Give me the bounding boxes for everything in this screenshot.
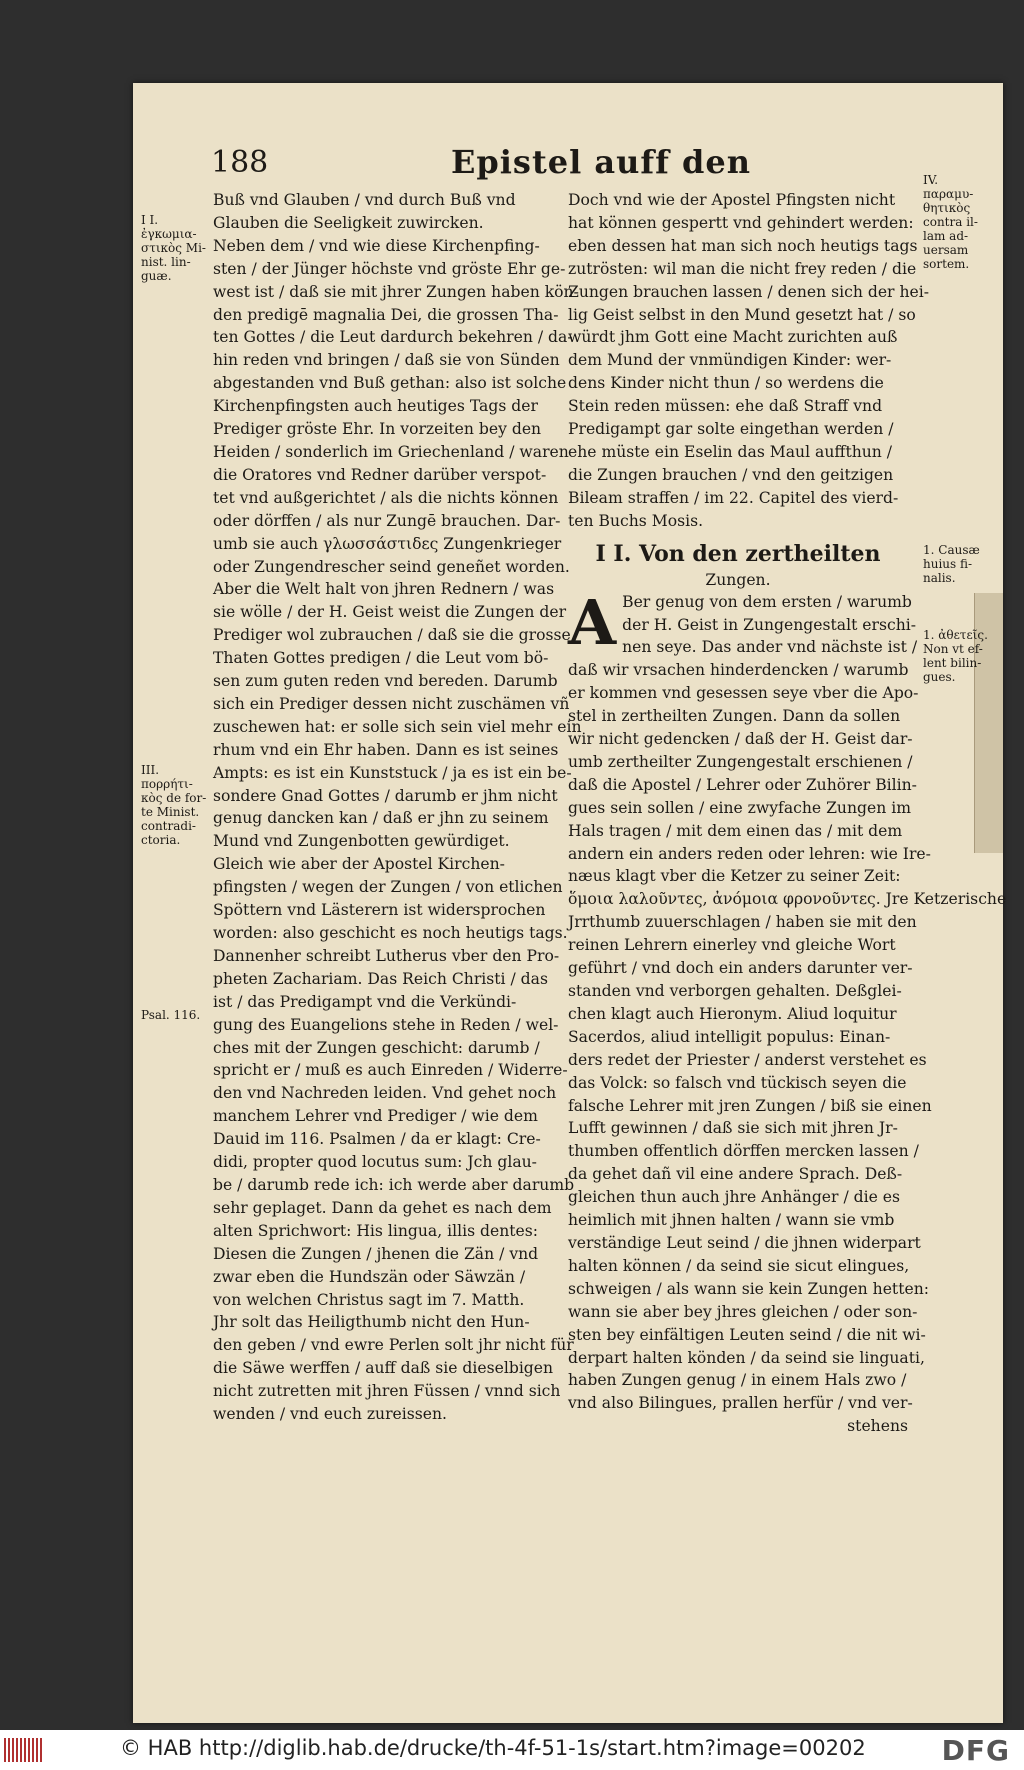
text-line: west ist / daß sie mit jhrer Zungen haben kön- (213, 282, 579, 301)
text-line: næus klagt vber die Ketzer zu seiner Zeit: (568, 867, 901, 886)
text-line: dem Mund der vnmündigen Kinder: wer- (568, 351, 892, 370)
margin-note-line: lent bilin- (923, 656, 982, 670)
text-line: oder Zungendrescher seind geneñet worden. (213, 557, 570, 576)
right-margin-note-2 (923, 543, 995, 585)
text-line: be / darumb rede ich: ich werde aber darumb (213, 1175, 575, 1194)
text-line: ten Gottes / die Leut dardurch bekehren / da- (213, 328, 573, 347)
text-line: umb zertheilter Zungengestalt erschienen / (568, 752, 913, 771)
text-line: spricht er / muß es auch Einreden / Widerre- (213, 1061, 568, 1080)
text-line: die Oratores vnd Redner darüber verspot- (213, 465, 547, 484)
page-number: 188 (211, 145, 269, 180)
margin-note-line: sortem. (923, 257, 970, 271)
margin-note-line: θητικὸς (923, 201, 971, 215)
left-margin-note-1 (141, 213, 209, 283)
text-line: Ber genug von dem ersten / warumb (622, 592, 912, 611)
text-line: Zungen brauchen lassen / denen sich der hei- (568, 282, 929, 301)
text-line: standen vnd verborgen gehalten. Deßglei- (568, 982, 902, 1000)
text-line: daß wir vrsachen hinderdencken / warumb (568, 661, 909, 680)
text-line: Heiden / sonderlich im Griechenland / waren (213, 442, 569, 461)
margin-note-line: 1. ἀθετεῖς. (923, 628, 988, 642)
left-margin-note-3 (141, 1008, 209, 1022)
text-line: ten Buchs Mosis. (568, 511, 704, 530)
text-line: pfingsten / wegen der Zungen / von etlichen (213, 878, 563, 897)
text-line: dens Kinder nicht thun / so werdens die (568, 374, 884, 393)
text-line: heimlich mit jhnen halten / wann sie vmb (568, 1211, 895, 1230)
text-line: die Säwe werffen / auff daß sie dieselbigen (213, 1359, 554, 1378)
text-line: das Volck: so falsch vnd tückisch seyen die (568, 1073, 907, 1092)
margin-note-line: contradi- (141, 819, 196, 833)
text-line: Dauid im 116. Psalmen / da er klagt: Cre- (213, 1130, 541, 1149)
margin-note-line: ctoria. (141, 833, 181, 847)
text-line: Buß vnd Glauben / vnd durch Buß vnd (213, 191, 516, 209)
text-line: Glauben die Seeligkeit zuwircken. (213, 213, 484, 232)
text-line: zuschewen hat: er solle sich sein viel mehr ein (213, 717, 582, 736)
text-line: thumben offentlich dörffen mercken lassen / (568, 1142, 919, 1161)
text-line: reinen Lehrern einerley vnd gleiche Wort (568, 936, 896, 955)
text-line: chen klagt auch Hieronym. Aliud loquitur (568, 1004, 897, 1023)
text-line: sich ein Prediger dessen nicht zuschämen vñ (213, 694, 570, 713)
text-line: eben dessen hat man sich noch heutigs tags (568, 236, 918, 255)
text-line: didi, propter quod locutus sum: Jch glau- (213, 1153, 537, 1172)
drop-capital: A (568, 585, 617, 659)
text-line: pheten Zachariam. Das Reich Christi / das (213, 969, 548, 988)
margin-note-line: lam ad- (923, 229, 969, 243)
text-line: gung des Euangelions stehe in Reden / wel- (213, 1015, 559, 1034)
text-line: Dannenher schreibt Lutherus vber den Pro- (213, 946, 560, 965)
text-line: ist / das Predigampt vnd die Verkündi- (213, 992, 517, 1011)
text-line: sten / der Jünger höchste vnd gröste Ehr ge- (213, 259, 566, 278)
margin-note-line: contra il- (923, 215, 978, 229)
text-line: Sacerdos, aliud intelligit populus: Einan- (568, 1027, 891, 1046)
text-line: Jrrthumb zuuerschlagen / haben sie mit den (568, 913, 917, 932)
section-title: I I. Von den zertheilten (595, 540, 881, 567)
margin-note-line: nalis. (923, 571, 956, 585)
text-line: lig Geist selbst in den Mund gesetzt hat / so (568, 305, 916, 324)
text-line: sen zum guten reden vnd bereden. Darumb (213, 672, 558, 691)
margin-note-line: huius fi- (923, 557, 973, 571)
text-line: derpart halten könden / da seind sie linguati, (568, 1348, 925, 1367)
section-subtitle: Zungen. (705, 570, 771, 589)
margin-note-line: III. (141, 763, 160, 777)
book-page (133, 83, 1007, 1723)
source-link[interactable]: © HAB http://diglib.hab.de/drucke/th-4f-51-1s/start.htm?image=00202 (120, 1736, 866, 1760)
text-line: tet vnd außgerichtet / als die nichts können (213, 488, 559, 507)
text-line: den predigē magnalia Dei, die grossen Tha- (213, 305, 559, 324)
text-line: daß die Apostel / Lehrer oder Zuhörer Bilin- (568, 775, 917, 794)
page-header (211, 141, 991, 181)
running-head: Epistel auff den (451, 143, 752, 181)
margin-note-line: Psal. 116. (141, 1008, 201, 1022)
text-line: schweigen / als wann sie kein Zungen hetten: (568, 1279, 929, 1298)
margin-note-line: κὸς de for- (141, 791, 207, 805)
text-line: den vnd Nachreden leiden. Vnd gehet noch (213, 1084, 557, 1103)
text-line: er kommen vnd gesessen seye vber die Apo- (568, 684, 919, 703)
catchword: stehens (847, 1417, 908, 1436)
left-column (213, 189, 582, 1426)
text-line: worden: also geschicht es noch heutigs tags. (213, 924, 568, 942)
text-line: umb sie auch γλωσσάστιδες Zungenkrieger (213, 534, 562, 553)
text-line: gues sein sollen / eine zwyfache Zungen im (568, 798, 911, 817)
text-line: wir nicht gedencken / daß der H. Geist dar- (568, 730, 913, 749)
text-line: rhum vnd ein Ehr haben. Dann es ist seines (213, 740, 559, 759)
text-line: die Zungen brauchen / vnd den geitzigen (568, 465, 894, 484)
text-line: nen seye. Das ander vnd nächste ist / (622, 638, 918, 657)
text-line: der H. Geist in Zungengestalt erschi- (622, 615, 917, 634)
text-line: alten Sprichwort: His lingua, illis dentes: (213, 1221, 539, 1240)
text-line: stel in zertheilten Zungen. Dann da sollen (568, 707, 901, 726)
text-line: sehr geplaget. Dann da gehet es nach dem (213, 1198, 552, 1217)
text-line: Ampts: es ist ein Kunststuck / ja es ist ein be- (213, 763, 572, 782)
margin-note-line: uersam (923, 243, 969, 257)
text-line: Stein reden müssen: ehe daß Straff vnd (568, 397, 883, 416)
text-line: falsche Lehrer mit jren Zungen / biß sie einen (568, 1096, 932, 1115)
text-line: Neben dem / vnd wie diese Kirchenpfing- (213, 236, 540, 255)
text-line: ehe müste ein Eselin das Maul auffthun / (568, 442, 893, 461)
text-line: Thaten Gottes predigen / die Leut vom bö- (213, 649, 549, 668)
text-line: Aber die Welt halt von jhren Rednern / was (213, 580, 555, 599)
text-line: Jhr solt das Heiligthumb nicht den Hun- (213, 1313, 530, 1332)
text-line: manchem Lehrer vnd Prediger / wie dem (213, 1107, 538, 1126)
text-line: ches mit der Zungen geschicht: darumb / (213, 1038, 540, 1057)
margin-note-line: IV. (923, 173, 939, 187)
text-line: hat können gespertt vnd gehindert werden: (568, 213, 914, 232)
text-line: wann sie aber bey jhres gleichen / oder son- (568, 1302, 918, 1321)
margin-note-line: I I. (141, 213, 159, 227)
text-line: da gehet dañ vil eine andere Sprach. Deß- (568, 1165, 903, 1184)
text-line: sie wölle / der H. Geist weist die Zungen der (213, 603, 567, 622)
text-line: sondere Gnad Gottes / darumb er jhm nicht (213, 786, 558, 805)
text-line: wenden / vnd euch zureissen. (213, 1405, 447, 1424)
text-line: gleichen thun auch jhre Anhänger / die es (568, 1188, 901, 1207)
text-line: zutrösten: wil man die nicht frey reden / die (568, 259, 917, 278)
text-line: Spöttern vnd Lästerern ist widersprochen (213, 901, 546, 920)
text-line: nicht zutretten mit jhren Füssen / vnnd sich (213, 1382, 561, 1401)
text-line: abgestanden vnd Buß gethan: also ist solche (213, 374, 567, 393)
text-line: Predigampt gar solte eingethan werden / (568, 420, 894, 439)
margin-note-line: πορρήτι- (141, 777, 193, 791)
text-line: andern ein anders reden oder lehren: wie Ire- (568, 844, 931, 863)
text-line: den geben / vnd ewre Perlen solt jhr nicht für (213, 1336, 574, 1355)
margin-note-line: 1. Causæ (923, 543, 980, 557)
left-margin-note-2 (141, 763, 209, 847)
text-line: Prediger wol zubrauchen / daß sie die grosse (213, 626, 571, 645)
margin-note-line: te Minist. (141, 805, 200, 819)
text-line: ὅμοια λαλοῦντες, ἀνόμοια φρονοῦντες. Jre Ketzerische (568, 890, 1007, 909)
text-line: würdt jhm Gott eine Macht zurichten auß (568, 328, 898, 347)
text-line: sten bey einfältigen Leuten seind / die nit wi- (568, 1325, 926, 1344)
margin-note-line: guæ. (141, 269, 172, 283)
right-margin-note-1 (923, 173, 995, 271)
text-line: hin reden vnd bringen / daß sie von Sünden (213, 351, 560, 370)
text-line: ders redet der Priester / anderst verstehet es (568, 1050, 927, 1069)
text-line: Hals tragen / mit dem einen das / mit dem (568, 821, 903, 840)
text-line: Kirchenpfingsten auch heutiges Tags der (213, 397, 538, 416)
text-line: geführt / vnd doch ein anders darunter ver- (568, 959, 913, 978)
text-line: von welchen Christus sagt im 7. Matth. (213, 1290, 525, 1309)
dfg-logo: DFG (941, 1734, 1010, 1767)
barcode-icon (4, 1738, 44, 1762)
margin-note-line: παραμυ- (923, 187, 974, 201)
margin-note-line: ἐγκωμια- (141, 227, 197, 241)
text-line: vnd also Bilingues, prallen herfür / vnd ver- (568, 1394, 913, 1413)
margin-note-line: nist. lin- (141, 255, 191, 269)
text-line: Prediger gröste Ehr. In vorzeiten bey den (213, 420, 542, 439)
margin-note-line: gues. (923, 670, 956, 684)
text-line: Diesen die Zungen / jhenen die Zän / vnd (213, 1244, 539, 1263)
text-line: haben Zungen genug / in einem Hals zwo / (568, 1371, 907, 1390)
text-line: Doch vnd wie der Apostel Pfingsten nicht (568, 191, 896, 209)
text-line: verständige Leut seind / die jhnen widerpart (568, 1233, 921, 1252)
text-line: Bileam straffen / im 22. Capitel des vierd- (568, 488, 899, 507)
right-margin-note-3 (923, 628, 995, 684)
margin-note-line: Non vt ef- (923, 642, 983, 656)
text-line: genug dancken kan / daß er jhn zu seinem (213, 809, 549, 828)
text-line: Lufft gewinnen / daß sie sich mit jhren Jr- (568, 1119, 898, 1138)
margin-note-line: στικὸς Mi- (141, 241, 206, 255)
text-line: Gleich wie aber der Apostel Kirchen- (213, 855, 505, 874)
text-line: Mund vnd Zungenbotten gewürdiget. (213, 832, 510, 851)
text-line: halten können / da seind sie sicut elingues, (568, 1256, 910, 1275)
text-line: zwar eben die Hundszän oder Säwzän / (213, 1267, 526, 1286)
footer-bar (0, 1730, 1024, 1770)
text-line: oder dörffen / als nur Zungē brauchen. Dar- (213, 511, 561, 530)
